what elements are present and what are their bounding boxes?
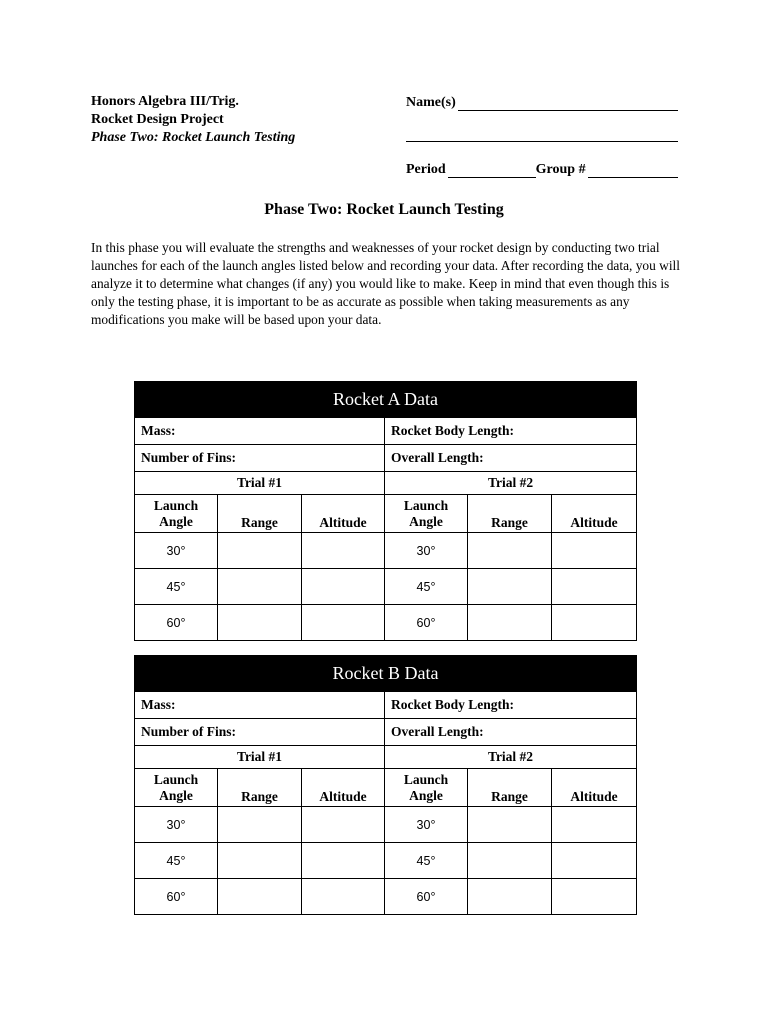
names-field[interactable] bbox=[458, 97, 678, 111]
fins-cell[interactable]: Number of Fins: bbox=[135, 445, 385, 472]
angle-cell: 45° bbox=[135, 569, 218, 605]
angle-cell: 60° bbox=[385, 605, 468, 641]
range-input-cell[interactable] bbox=[468, 843, 552, 879]
mass-cell[interactable]: Mass: bbox=[135, 418, 385, 445]
project-name: Rocket Design Project bbox=[91, 112, 224, 127]
range-header: Range bbox=[468, 495, 552, 533]
range-header: Range bbox=[218, 769, 302, 807]
rocket-b-table bbox=[134, 655, 637, 915]
group-label: Group # bbox=[535, 162, 586, 177]
body-length-cell[interactable]: Rocket Body Length: bbox=[385, 418, 637, 445]
trial1-header: Trial #1 bbox=[135, 746, 385, 769]
angle-text: Angle bbox=[159, 513, 193, 529]
angle-cell: 30° bbox=[135, 807, 218, 843]
angle-text: Angle bbox=[159, 787, 193, 803]
launch-angle-header bbox=[385, 769, 468, 807]
range-input-cell[interactable] bbox=[468, 879, 552, 915]
trial1-header: Trial #1 bbox=[135, 472, 385, 495]
angle-text: Angle bbox=[409, 787, 443, 803]
header-right bbox=[406, 93, 678, 178]
period-row bbox=[406, 160, 678, 178]
altitude-input-cell[interactable] bbox=[302, 843, 385, 879]
header-left bbox=[91, 93, 295, 147]
body-length-cell[interactable]: Rocket Body Length: bbox=[385, 692, 637, 719]
angle-cell: 45° bbox=[385, 843, 468, 879]
altitude-input-cell[interactable] bbox=[302, 605, 385, 641]
range-input-cell[interactable] bbox=[468, 569, 552, 605]
launch-text: Launch bbox=[153, 771, 199, 787]
trial2-header: Trial #2 bbox=[385, 746, 637, 769]
angle-cell: 45° bbox=[135, 843, 218, 879]
overall-length-cell[interactable]: Overall Length: bbox=[385, 445, 637, 472]
altitude-input-cell[interactable] bbox=[552, 605, 637, 641]
angle-text: Angle bbox=[409, 513, 443, 529]
fins-cell[interactable]: Number of Fins: bbox=[135, 719, 385, 746]
altitude-input-cell[interactable] bbox=[552, 569, 637, 605]
table-row bbox=[135, 843, 637, 879]
range-input-cell[interactable] bbox=[218, 843, 302, 879]
table-row bbox=[135, 569, 637, 605]
overall-length-cell[interactable]: Overall Length: bbox=[385, 719, 637, 746]
range-input-cell[interactable] bbox=[218, 807, 302, 843]
angle-cell: 30° bbox=[385, 807, 468, 843]
altitude-input-cell[interactable] bbox=[302, 879, 385, 915]
altitude-input-cell[interactable] bbox=[302, 533, 385, 569]
rocket-b-title: Rocket B Data bbox=[135, 656, 637, 692]
angle-cell: 30° bbox=[135, 533, 218, 569]
angle-cell: 45° bbox=[385, 569, 468, 605]
launch-angle-header bbox=[135, 769, 218, 807]
angle-cell: 60° bbox=[385, 879, 468, 915]
rocket-a-title: Rocket A Data bbox=[135, 382, 637, 418]
range-input-cell[interactable] bbox=[218, 879, 302, 915]
table-row bbox=[135, 807, 637, 843]
angle-cell: 30° bbox=[385, 533, 468, 569]
altitude-header: Altitude bbox=[302, 769, 385, 807]
range-input-cell[interactable] bbox=[218, 605, 302, 641]
launch-text: Launch bbox=[153, 497, 199, 513]
altitude-input-cell[interactable] bbox=[302, 569, 385, 605]
range-input-cell[interactable] bbox=[468, 533, 552, 569]
launch-text: Launch bbox=[403, 497, 449, 513]
angle-cell: 60° bbox=[135, 879, 218, 915]
altitude-input-cell[interactable] bbox=[552, 533, 637, 569]
intro-paragraph: In this phase you will evaluate the strengths and weaknesses of your rocket design by conducting two trial launches for each of the launch angles listed below and recording your data. After recording the data, you will analyze it to determine what changes (if any) you would like to make. Keep in mind that even though this is only the testing phase, it is important to be as accurate as possible when taking measurements as any modifications you make will be based upon your data. bbox=[91, 240, 680, 327]
range-input-cell[interactable] bbox=[468, 807, 552, 843]
altitude-input-cell[interactable] bbox=[302, 807, 385, 843]
phase-name: Phase Two: Rocket Launch Testing bbox=[91, 130, 296, 145]
table-row bbox=[135, 605, 637, 641]
range-header: Range bbox=[468, 769, 552, 807]
altitude-header: Altitude bbox=[302, 495, 385, 533]
mass-cell[interactable]: Mass: bbox=[135, 692, 385, 719]
period-field[interactable] bbox=[448, 164, 536, 178]
rocket-a-table bbox=[134, 381, 637, 641]
altitude-input-cell[interactable] bbox=[552, 807, 637, 843]
range-input-cell[interactable] bbox=[218, 533, 302, 569]
names-label: Name(s) bbox=[406, 95, 456, 110]
launch-text: Launch bbox=[403, 771, 449, 787]
range-input-cell[interactable] bbox=[468, 605, 552, 641]
names-field-2[interactable] bbox=[406, 128, 678, 142]
table-row bbox=[135, 879, 637, 915]
table-row bbox=[135, 533, 637, 569]
period-label: Period bbox=[406, 162, 446, 177]
group-field[interactable] bbox=[588, 164, 678, 178]
page-title: Phase Two: Rocket Launch Testing bbox=[264, 201, 504, 218]
launch-angle-header bbox=[135, 495, 218, 533]
altitude-input-cell[interactable] bbox=[552, 843, 637, 879]
range-input-cell[interactable] bbox=[218, 569, 302, 605]
course-name: Honors Algebra III/Trig. bbox=[91, 94, 239, 109]
range-header: Range bbox=[218, 495, 302, 533]
altitude-input-cell[interactable] bbox=[552, 879, 637, 915]
angle-cell: 60° bbox=[135, 605, 218, 641]
altitude-header: Altitude bbox=[552, 495, 637, 533]
trial2-header: Trial #2 bbox=[385, 472, 637, 495]
altitude-header: Altitude bbox=[552, 769, 637, 807]
names-row bbox=[406, 93, 678, 111]
launch-angle-header bbox=[385, 495, 468, 533]
